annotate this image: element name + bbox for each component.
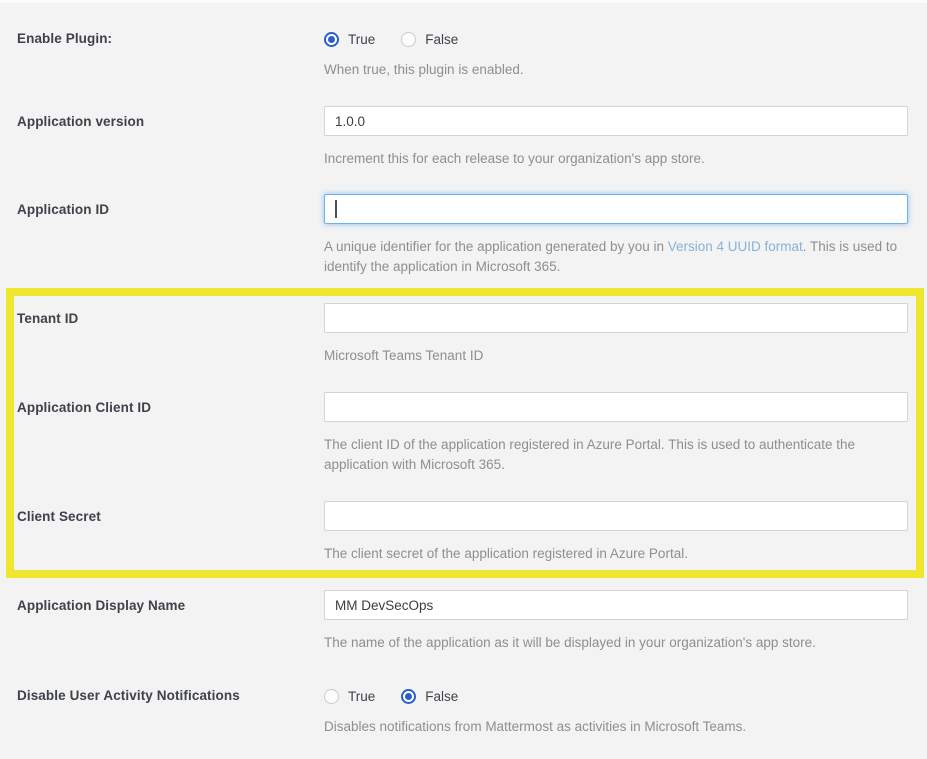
field-content-tenant_id (324, 303, 908, 366)
radio-dot (328, 693, 335, 700)
field-label-application_display_name: Application Display Name (17, 598, 186, 613)
form-row-application_client_id (17, 392, 908, 475)
help-text-application_version: Increment this for each release to your organization's app store. (324, 151, 705, 166)
form-row-disable_user_activity_notifications (17, 685, 908, 737)
radio-dot (328, 36, 335, 43)
field-content-enable_plugin (324, 28, 908, 80)
input-wrap-application_version (324, 106, 908, 136)
form-row-application_display_name (17, 590, 908, 653)
help-text-enable_plugin: When true, this plugin is enabled. (324, 62, 524, 77)
radio-group-disable_user_activity_notifications (324, 685, 908, 706)
help-text-application_client_id: The client ID of the application registered in Azure Portal. This is used to authenticate the application with Microsoft 365. (324, 437, 856, 472)
input-application_display_name[interactable] (324, 590, 908, 620)
help-text-client_secret: The client secret of the application registered in Azure Portal. (324, 546, 688, 561)
radio-option-label: True (348, 31, 376, 47)
input-application_version[interactable] (324, 106, 908, 136)
field-label-client_secret: Client Secret (17, 509, 101, 524)
field-label-tenant_id: Tenant ID (17, 311, 79, 326)
input-wrap-tenant_id (324, 303, 908, 333)
help-text-disable_user_activity_notifications: Disables notifications from Mattermost as activities in Microsoft Teams. (324, 719, 747, 734)
field-label-application_client_id: Application Client ID (17, 400, 152, 415)
radio-selected-icon[interactable] (324, 32, 339, 47)
radio-dot (405, 693, 412, 700)
form-row-client_secret (17, 501, 908, 564)
radio-option-label: False (425, 31, 459, 47)
field-content-application_id (324, 194, 908, 277)
field-label-application_id: Application ID (17, 202, 110, 217)
input-wrap-client_secret (324, 501, 908, 531)
field-content-application_client_id (324, 392, 908, 475)
radio-unselected-icon[interactable] (401, 32, 416, 47)
input-wrap-application_display_name (324, 590, 908, 620)
help-text-segment: . This is used to identify the application in Microsoft 365. (324, 239, 898, 274)
input-tenant_id[interactable] (324, 303, 908, 333)
radio-option-label: False (425, 688, 459, 704)
uuid-format-link[interactable]: Version 4 UUID format (667, 239, 803, 254)
form-row-application_version (17, 106, 908, 169)
form-row-tenant_id (17, 303, 908, 366)
help-text-application_display_name: The name of the application as it will be displayed in your organization's app store. (324, 635, 816, 650)
radio-unselected-icon[interactable] (324, 689, 339, 704)
radio-option-label: True (348, 688, 376, 704)
field-content-application_display_name (324, 590, 908, 653)
input-wrap-application_client_id (324, 392, 908, 422)
radio-option-disable_user_activity_notifications-true[interactable] (324, 689, 375, 704)
input-application_client_id[interactable] (324, 392, 908, 422)
radio-option-disable_user_activity_notifications-false[interactable] (401, 689, 458, 704)
field-label-disable_user_activity_notifications: Disable User Activity Notifications (17, 688, 240, 703)
form-row-application_id (17, 194, 908, 277)
radio-selected-icon[interactable] (401, 689, 416, 704)
field-content-client_secret (324, 501, 908, 564)
input-wrap-application_id (324, 194, 908, 224)
help-text-application_id (324, 237, 908, 277)
input-client_secret[interactable] (324, 501, 908, 531)
radio-group-enable_plugin (324, 28, 908, 49)
field-content-disable_user_activity_notifications (324, 685, 908, 737)
field-label-application_version: Application version (17, 114, 145, 129)
radio-dot (405, 36, 412, 43)
text-cursor-caret (335, 200, 337, 218)
radio-option-enable_plugin-true[interactable] (324, 32, 375, 47)
radio-option-enable_plugin-false[interactable] (401, 32, 458, 47)
field-content-application_version (324, 106, 908, 169)
form-row-enable_plugin (17, 28, 908, 80)
input-application_id[interactable] (324, 194, 908, 224)
help-text-tenant_id: Microsoft Teams Tenant ID (324, 348, 484, 363)
help-text-segment: A unique identifier for the application generated by you in (324, 239, 668, 254)
field-label-enable_plugin: Enable Plugin: (17, 31, 113, 46)
